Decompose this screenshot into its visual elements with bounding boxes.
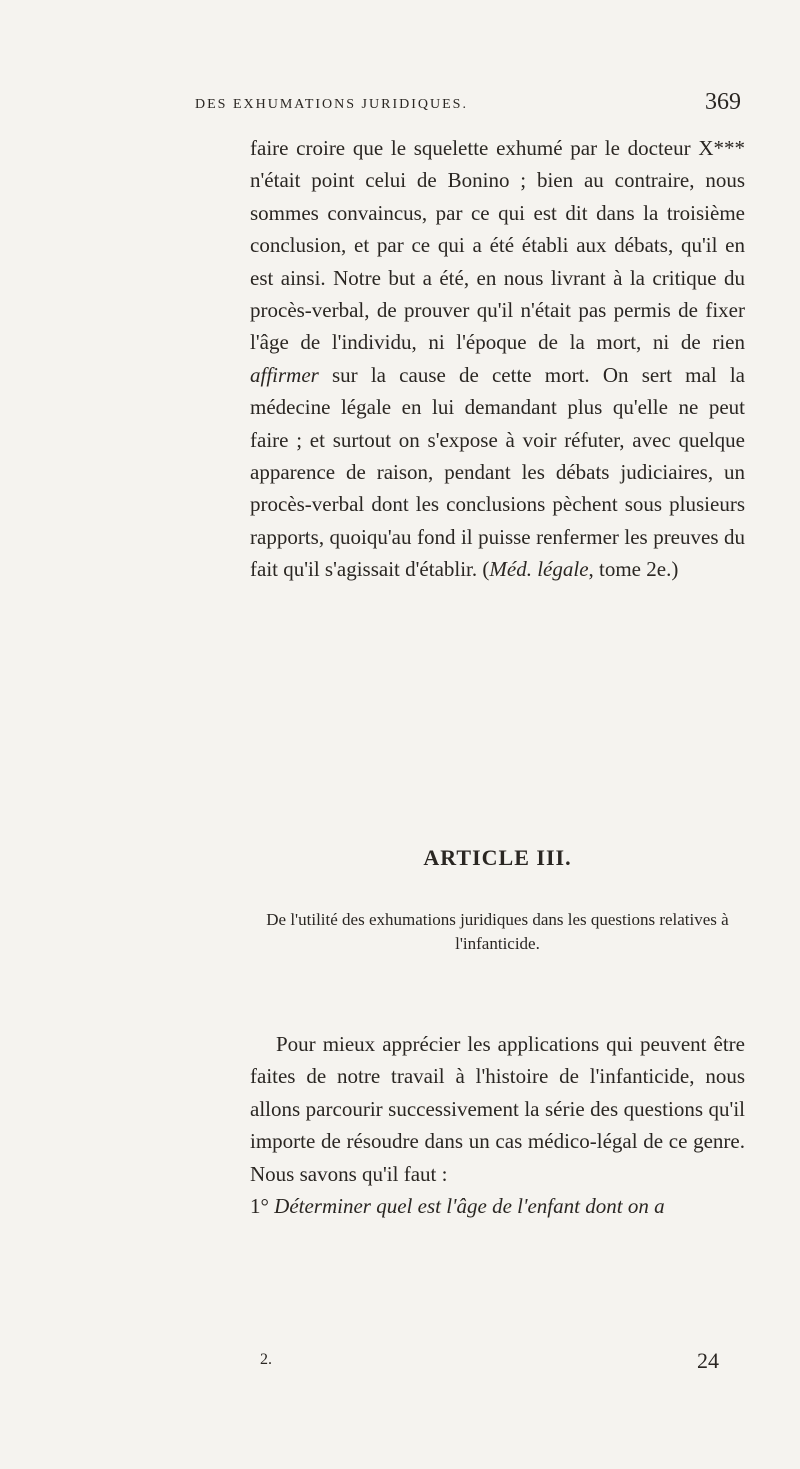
paragraph-new [250, 1028, 745, 1222]
article-heading: ARTICLE III. [423, 845, 572, 870]
emphasis-text: affirmer [250, 362, 319, 387]
list-item-number: 1° [250, 1194, 269, 1219]
paragraph-text-after: sur la cause de cette mort. On sert mal la médecine légale en lui demandant plus qu'elle ne peut faire ; et surtout on s'expose à voir réfuter, avec quelque apparence de raison, pendant les débats judiciaires, un procès-verbal dont les conclusions pèchent sous plusieurs rapports, quoiqu'au fond il puisse renfermer les preuves du fait qu'il s'agissait d'établir. ( [250, 362, 745, 582]
paragraph-continued [250, 132, 745, 586]
list-item-text: Déterminer quel est l'âge de l'enfant dont on a [274, 1194, 665, 1219]
running-title: DES EXHUMATIONS JURIDIQUES. [195, 97, 468, 112]
paragraph-text: faire croire que le squelette exhumé par le docteur X*** n'était point celui de Bonino ; bien au contraire, nous sommes convaincus, par ce qui est dit dans la troisième conclusion, et par ce qui a été établi aux débats, qu'il en est ainsi. Notre but a été, en nous livrant à la critique du procès-verbal, de prouver qu'il n'était pas permis de fixer l'âge de l'individu, ni l'époque de la mort, ni de rien [250, 136, 745, 355]
article-subtitle: De l'utilité des exhumations juridiques dans les questions relatives à l'infanticide. [266, 910, 729, 953]
citation-end: , tome 2e.) [588, 557, 679, 582]
catchword: 2. [260, 1351, 272, 1368]
page-number: 369 [705, 89, 741, 115]
signature-mark: 24 [697, 1348, 719, 1373]
citation-text: Méd. légale [489, 557, 589, 582]
paragraph-text: Pour mieux apprécier les applications qui peuvent être faites de notre travail à l'histoire de l'infanticide, nous allons parcourir successivement la série des questions qu'il importe de résoudre dans un cas médico-légal de ce genre. Nous savons qu'il faut : [250, 1032, 745, 1186]
